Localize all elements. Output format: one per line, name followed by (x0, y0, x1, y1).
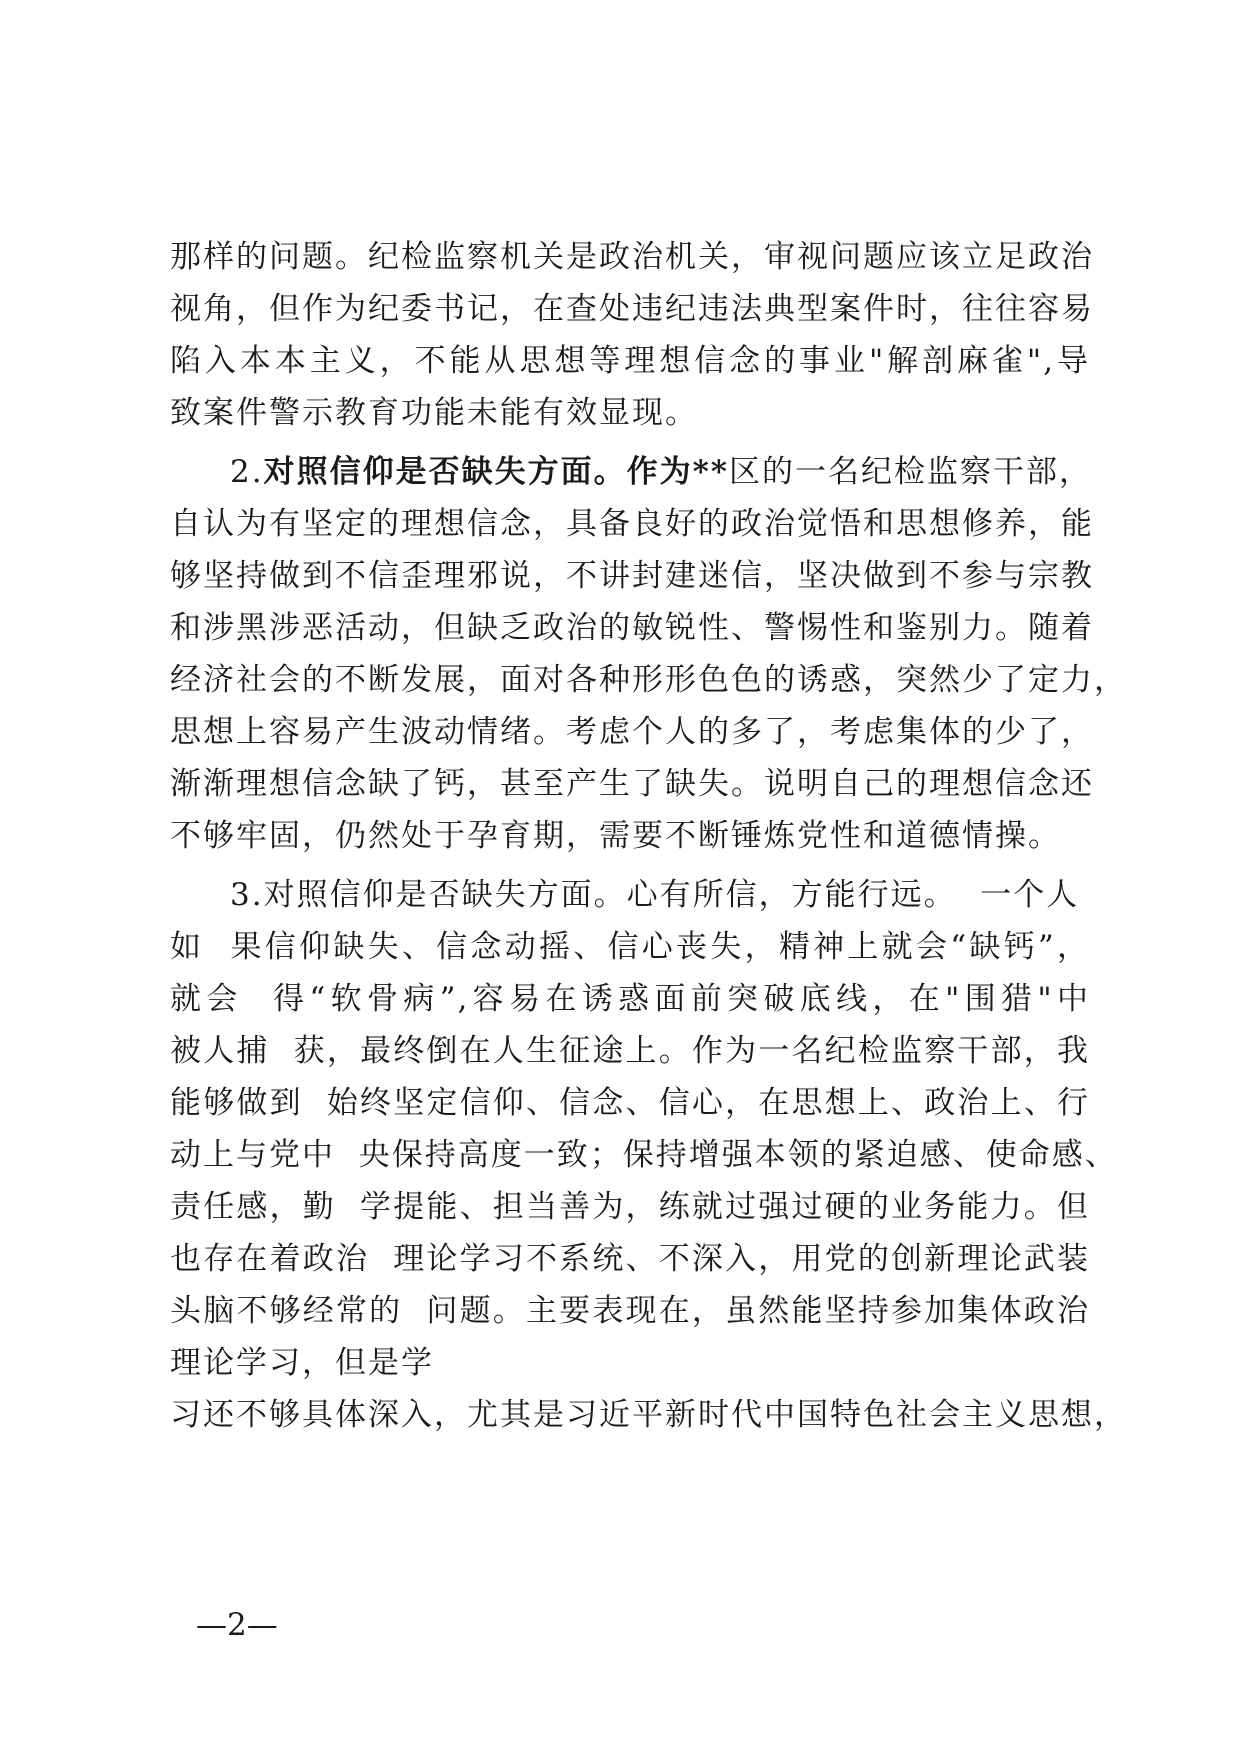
paragraph-1-line-2: 视角，但作为纪委书记，在查处违纪违法典型案件时，往往容易 (170, 291, 1094, 327)
section-2-heading: 对照信仰是否缺失方面。作为** (263, 454, 729, 490)
section-3-first-line: 3.对照信仰是否缺失方面。心有所信，方能行远。 一个人 (230, 877, 1080, 913)
section-2-line-3: 够坚持做到不信歪理邪说，不讲封建迷信，坚决做到不参与宗教 (170, 558, 1094, 594)
section-3-line-5: 能够做到 始终坚定信仰、信念、信心，在思想上、政治上、行 (170, 1085, 1090, 1121)
section-2-number: 2. (230, 454, 264, 490)
section-3-line-9: 头脑不够经常的 问题。主要表现在，虽然能坚持参加集体政治 (170, 1293, 1090, 1329)
section-3-line-8: 也存在着政治 理论学习不系统、不深入，用党的创新理论武装 (170, 1241, 1090, 1277)
section-2-line-7: 渐渐理想信念缺了钙，甚至产生了缺失。说明自己的理想信念还 (170, 766, 1094, 802)
section-2-first-line (230, 447, 1090, 497)
paragraph-1-line-3: 陷入本本主义，不能从思想等理想信念的事业"解剖麻雀",导 (170, 343, 1090, 379)
section-2-line-2: 自认为有坚定的理想信念，具备良好的政治觉悟和思想修养，能 (170, 506, 1094, 542)
section-3-line-3: 就会 得“软骨病”,容易在诱惑面前突破底线，在"围猎"中 (170, 981, 1090, 1017)
section-2-line-5: 经济社会的不断发展，面对各种形形色色的诱惑，突然少了定力， (170, 662, 1127, 698)
section-2-first-line-rest: 区的一名纪检监察干部， (729, 454, 1092, 490)
last-line: 习还不够具体深入，尤其是习近平新时代中国特色社会主义思想， (170, 1397, 1127, 1433)
page-number: —2— (196, 1607, 278, 1643)
section-3-line-7: 责任感，勤 学提能、担当善为，练就过强过硬的业务能力。但 (170, 1189, 1090, 1225)
section-3-line-2: 如 果信仰缺失、信念动摇、信心丧失，精神上就会“缺钙”， (170, 929, 1090, 965)
section-2-line-8: 不够牢固，仍然处于孕育期，需要不断锤炼党性和道德情操。 (170, 818, 1061, 854)
paragraph-1-line-4: 致案件警示教育功能未能有效显现。 (170, 395, 698, 431)
section-3-line-6: 动上与党中 央保持高度一致；保持增强本领的紧迫感、使命感、 (170, 1137, 1118, 1173)
section-3-line-10: 理论学习，但是学 (170, 1345, 434, 1381)
section-2-line-6: 思想上容易产生波动情绪。考虑个人的多了，考虑集体的少了， (170, 714, 1094, 750)
section-2-line-4: 和涉黑涉恶活动，但缺乏政治的敏锐性、警惕性和鉴别力。随着 (170, 610, 1094, 646)
section-3-line-4: 被人捕 获，最终倒在人生征途上。作为一名纪检监察干部，我 (170, 1033, 1090, 1069)
paragraph-1-line-1: 那样的问题。纪检监察机关是政治机关，审视问题应该立足政治 (170, 239, 1094, 275)
